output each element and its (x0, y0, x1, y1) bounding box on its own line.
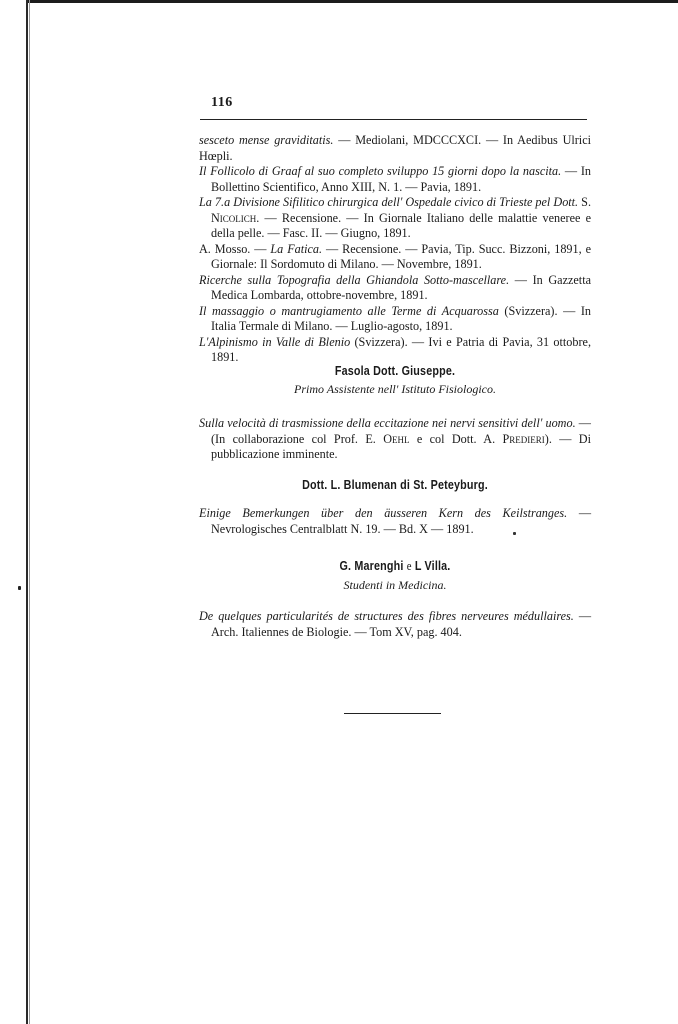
bib-author: S. Nicolich. (211, 195, 591, 225)
author-role-fasola: Primo Assistente nell' Istituto Fisiologico. (293, 382, 496, 396)
bib-block-marenghi-villa (199, 609, 591, 640)
author-heading-marenghi-villa (226, 559, 563, 574)
author-name: G. Marenghi (339, 559, 404, 573)
page-binding-shadow (29, 0, 30, 1024)
bib-details: — (In collaborazione col Prof. E. (211, 416, 591, 446)
bib-block-fasola (199, 416, 591, 463)
bib-author: A. Mosso. — (199, 241, 271, 256)
bib-details: ). — Di pubblicazione imminente. (211, 431, 591, 461)
bib-entry (199, 304, 591, 335)
bibliography-top (199, 133, 591, 366)
bib-title: L'Alpinismo in Valle di Blenio (199, 334, 351, 349)
bib-entry (199, 273, 591, 304)
bib-title: Il massaggio o mantrugiamento alle Terme di Acquarossa (199, 303, 499, 318)
bib-title: Ricerche sulla Topografia della Ghiandola Sotto-mascellare. (199, 272, 510, 287)
author-heading-fasola: Fasola Dott. Giuseppe. (334, 364, 456, 378)
author-heading-blumenan: Dott. L. Blumenan di St. Peteyburg. (302, 478, 488, 492)
bib-title: La 7.a Divisione Sifilitico chirurgica dell' Ospedale civico di Trieste pel Dott. (199, 195, 579, 209)
bib-entry (199, 335, 591, 366)
bib-details: (Svizzera). — Ivi e Patria di Pavia, 31 ottobre, 1891. (211, 334, 591, 364)
bib-entry (199, 164, 591, 195)
closing-rule (344, 713, 441, 714)
author-role-marenghi-villa: Studenti in Medicina. (343, 578, 447, 592)
page-binding-edge (26, 0, 28, 1024)
bib-details: e col Dott. A. (409, 431, 503, 446)
bib-details: — Nevrologisches Centralblatt N. 19. — Bd. X — 1891. (211, 506, 592, 536)
bib-details: — Recensione. — Pavia, Tip. Succ. Bizzoni, 1891, e Giornale: Il Sordomuto di Milano. — Novembre, 1891. (211, 241, 592, 271)
bib-author: Predieri (502, 431, 545, 446)
bib-entry (199, 609, 591, 640)
bib-details: — In Gazzetta Medica Lombarda, ottobre-novembre, 1891. (211, 272, 591, 302)
bib-details: — Arch. Italiennes de Biologie. — Tom XV, pag. 404. (211, 609, 592, 639)
header-rule (200, 119, 587, 120)
bib-details: (Svizzera). — In Italia Termale di Milano. — Luglio-agosto, 1891. (211, 303, 591, 333)
bib-block-blumenan (199, 506, 591, 537)
bib-details: — In Bollettino Scientifico, Anno XIII, N. 1. — Pavia, 1891. (211, 164, 591, 194)
bib-title: La Fatica. (270, 241, 323, 256)
bib-entry (199, 506, 591, 537)
bib-title: Einige Bemerkungen über den äusseren Kern des Keilstranges. (199, 506, 568, 520)
bib-title: Il Follicolo di Graaf al suo completo sviluppo 15 giorni dopo la nascita. (199, 164, 562, 178)
author-name: L Villa. (414, 559, 451, 573)
margin-mark (18, 586, 21, 590)
author-conjunction: e (406, 559, 412, 573)
bib-entry (199, 416, 591, 463)
bib-title: De quelques particularités de structures des fibres nerveures médullaires. (199, 609, 574, 623)
bib-entry (199, 195, 591, 242)
page-number: 116 (211, 95, 233, 110)
bib-author: Oehl (383, 431, 410, 446)
scan-top-edge (26, 0, 678, 3)
bib-details: — Mediolani, MDCCCXCI. — In Aedibus Ulrici Hœpli. (199, 133, 591, 163)
bib-details: — Recensione. — In Giornale Italiano delle malattie veneree e della pelle. — Fasc. II. — Giugno, 1891. (211, 210, 591, 240)
bib-title: sesceto mense graviditatis. (199, 133, 334, 147)
bib-entry (199, 242, 591, 273)
bib-entry (199, 133, 591, 164)
bib-title: Sulla velocità di trasmissione della eccitazione nei nervi sensitivi dell' uomo. (199, 416, 576, 430)
